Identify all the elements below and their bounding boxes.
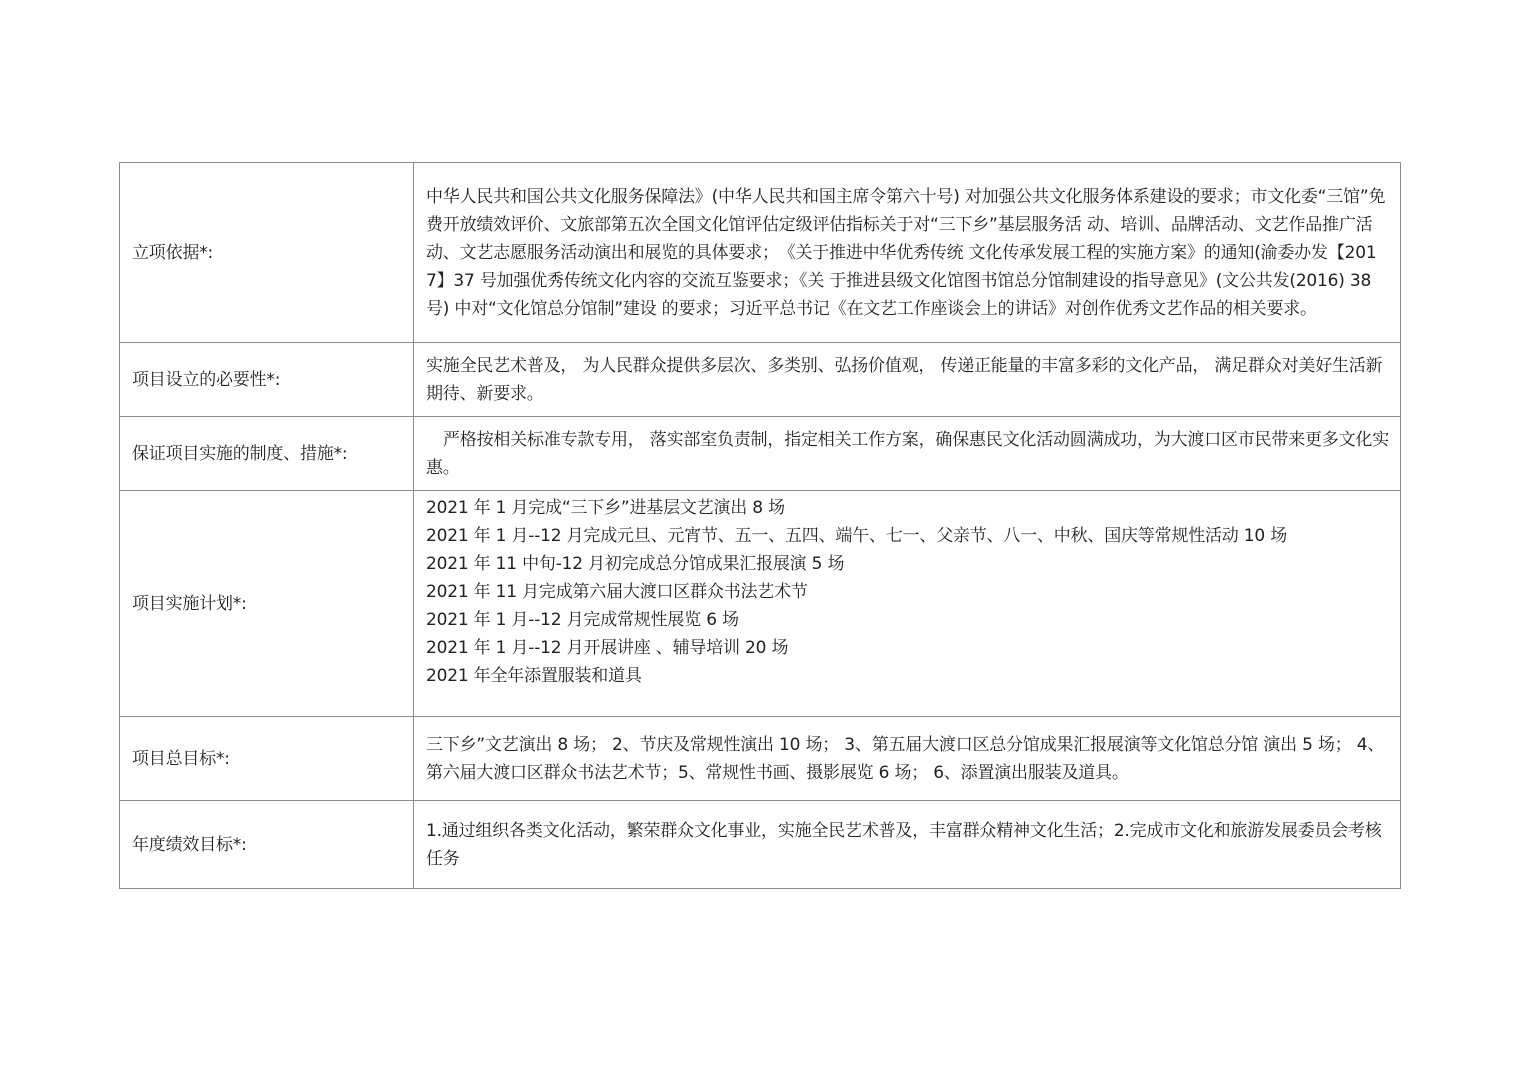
plan-item: 2021 年 1 月--12 月完成元旦、元宵节、五一、五四、端午、七一、父亲节、八一、中秋、国庆等常规性活动 10 场 xyxy=(426,526,1288,546)
table-row xyxy=(120,417,1401,491)
table-row xyxy=(120,717,1401,801)
row-content-plan xyxy=(414,491,1401,717)
plan-item: 2021 年 11 中旬-12 月初完成总分馆成果汇报展演 5 场 xyxy=(426,554,845,574)
table-row xyxy=(120,491,1401,717)
total-goal-text: 三下乡”文艺演出 8 场； 2、节庆及常规性演出 10 场； 3、第五届大渡口区总分馆成果汇报展演等文化馆总分馆 演出 5 场； 4、第六届大渡口区群众书法艺术节；5、常规性书画、摄影展览 6 场； 6、添置演出服装及道具。 xyxy=(426,734,1385,783)
row-content-necessity xyxy=(414,343,1401,417)
annual-goal-text: 1.通过组织各类文化活动，繁荣群众文化事业，实施全民艺术普及，丰富群众精神文化生活；2.完成市文化和旅游发展委员会考核任务 xyxy=(426,820,1382,869)
row-label-necessity: 项目设立的必要性*: xyxy=(120,343,414,417)
row-label-annual-goal: 年度绩效目标*: xyxy=(120,801,414,889)
row-content-basis xyxy=(414,163,1401,343)
row-label-measures: 保证项目实施的制度、措施*: xyxy=(120,417,414,491)
table-row xyxy=(120,801,1401,889)
row-label-basis: 立项依据*: xyxy=(120,163,414,343)
project-info-table xyxy=(119,162,1401,889)
necessity-text: 实施全民艺术普及， 为人民群众提供多层次、多类别、弘扬价值观， 传递正能量的丰富多彩的文化产品， 满足群众对美好生活新期待、新要求。 xyxy=(426,355,1383,404)
table-row xyxy=(120,343,1401,417)
row-label-total-goal: 项目总目标*: xyxy=(120,717,414,801)
plan-item: 2021 年 1 月--12 月开展讲座 、辅导培训 20 场 xyxy=(426,638,789,658)
row-label-plan: 项目实施计划*: xyxy=(120,491,414,717)
table-row xyxy=(120,163,1401,343)
row-content-annual-goal xyxy=(414,801,1401,889)
measures-text: 严格按相关标准专款专用， 落实部室负责制，指定相关工作方案，确保惠民文化活动圆满成功，为大渡口区市民带来更多文化实惠。 xyxy=(426,429,1390,478)
plan-item: 2021 年全年添置服装和道具 xyxy=(426,666,642,686)
plan-item: 2021 年 1 月--12 月完成常规性展览 6 场 xyxy=(426,610,739,630)
row-content-measures xyxy=(414,417,1401,491)
plan-item: 2021 年 1 月完成“三下乡”进基层文艺演出 8 场 xyxy=(426,498,785,518)
plan-item: 2021 年 11 月完成第六届大渡口区群众书法艺术节 xyxy=(426,582,808,602)
basis-text: 中华人民共和国公共文化服务保障法》(中华人民共和国主席令第六十号) 对加强公共文化服务体系建设的要求；市文化委“三馆”免费开放绩效评价、文旅部第五次全国文化馆评估定级评估指标关于对“三下乡”基层服务活 动、培训、品牌活动、文艺作品推广活动、文艺志愿服务活动演出和展览的具体要求； 《关于推进中华优秀传统 文化传承发展工程的实施方案》的通知(渝委办发【2017】37 号加强优秀传统文化内容的交流互鉴要求；《关 于推进县级文化馆图书馆总分馆制建设的指导意见》(文公共发(2016) 38 号) 中对“文化馆总分馆制”建设 的要求；习近平总书记《在文艺工作座谈会上的讲话》对创作优秀文艺作品的相关要求。 xyxy=(426,186,1386,319)
row-content-total-goal xyxy=(414,717,1401,801)
plan-list xyxy=(426,494,1392,690)
